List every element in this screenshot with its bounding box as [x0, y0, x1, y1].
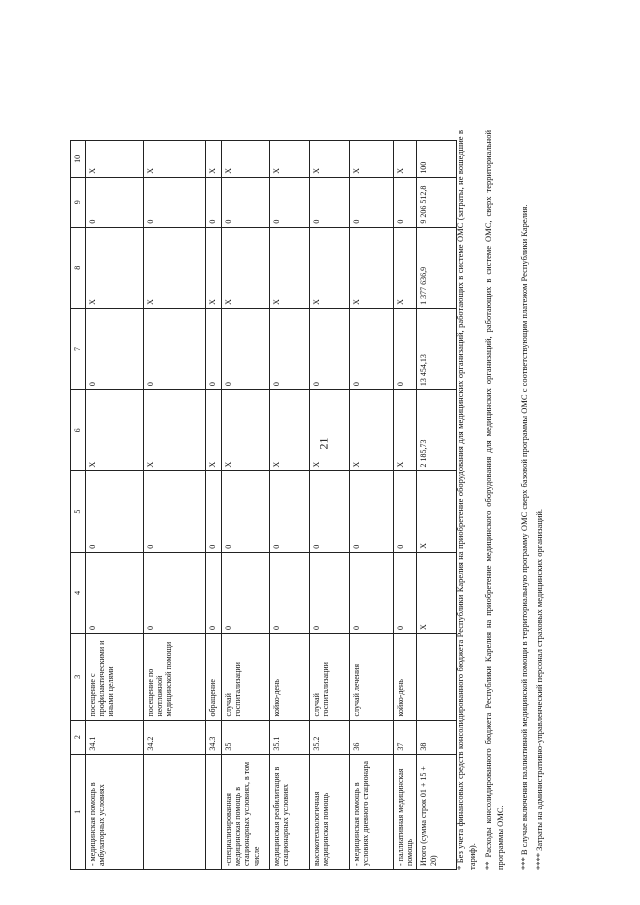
- table-cell: X: [222, 227, 270, 308]
- table-cell: 0: [206, 471, 222, 552]
- table-cell: 0: [350, 177, 394, 227]
- table-cell: 36: [350, 720, 394, 754]
- footnote-2: ** Расходы консолидированного бюджета Республики Карелия на приобретение медицинского оборудования для медицинских организаций, работающих в системе ОМС, сверх территориальной программы ОМС.: [482, 130, 505, 870]
- table-cell: 0: [222, 471, 270, 552]
- table-cell: 0: [206, 552, 222, 633]
- table-cell: 35.2: [310, 720, 350, 754]
- table-cell: 0: [270, 552, 310, 633]
- table-cell: 0: [144, 177, 206, 227]
- table-cell: 0: [144, 471, 206, 552]
- table-cell: X: [270, 390, 310, 471]
- table-cell: 0: [270, 471, 310, 552]
- table-cell: 2 185,73: [417, 390, 457, 471]
- table-row: [222, 141, 270, 870]
- column-header: 1: [71, 754, 86, 869]
- table-cell: 0: [394, 177, 417, 227]
- table-cell: 34.3: [206, 720, 222, 754]
- table-cell: [144, 754, 206, 869]
- table-cell: 0: [350, 308, 394, 389]
- table-cell: -специализированная медицинская помощь в стационарных условиях, в том числе: [222, 754, 270, 869]
- table-cell: X: [144, 390, 206, 471]
- table-cell: 0: [86, 471, 144, 552]
- table-cell: X: [394, 390, 417, 471]
- table-row: [394, 141, 417, 870]
- column-header: 3: [71, 634, 86, 721]
- table-cell: случай госпитализации: [310, 634, 350, 721]
- table-cell: X: [350, 227, 394, 308]
- table-cell: 0: [350, 471, 394, 552]
- table-cell: [206, 754, 222, 869]
- table-row: [310, 141, 350, 870]
- table-cell: - медицинская помощь в амбулаторных условиях: [86, 754, 144, 869]
- footnote-4: **** Затраты на административно-управленческий персонал страховых медицинских организаций.: [534, 508, 545, 870]
- table-cell: 0: [310, 177, 350, 227]
- table-cell: 0: [206, 308, 222, 389]
- table-cell: 35.1: [270, 720, 310, 754]
- table-cell: X: [86, 141, 144, 178]
- header-row: [71, 141, 86, 870]
- column-header: 10: [71, 141, 86, 178]
- table-cell: X: [350, 141, 394, 178]
- table-cell: X: [222, 390, 270, 471]
- table-cell: - медицинская помощь в условиях дневного стационара: [350, 754, 394, 869]
- table-cell: X: [417, 471, 457, 552]
- table-cell: Итого (сумма строк 01 + 15 + 20): [417, 754, 457, 869]
- table-cell: медицинская реабилитация в стационарных условиях: [270, 754, 310, 869]
- data-table: [70, 140, 457, 870]
- table-cell: 0: [86, 177, 144, 227]
- table-cell: X: [144, 227, 206, 308]
- table-cell: X: [270, 227, 310, 308]
- table-row: [144, 141, 206, 870]
- table-cell: 0: [310, 552, 350, 633]
- table-cell: X: [394, 227, 417, 308]
- table-cell: 0: [86, 308, 144, 389]
- table-cell: 0: [394, 552, 417, 633]
- column-header: 4: [71, 552, 86, 633]
- column-header: 7: [71, 308, 86, 389]
- table-cell: 0: [270, 177, 310, 227]
- table-row: [206, 141, 222, 870]
- table-cell: X: [222, 141, 270, 178]
- table-cell: койко-день: [394, 634, 417, 721]
- table-cell: X: [350, 390, 394, 471]
- table-cell: 0: [144, 308, 206, 389]
- table-cell: 13 454,13: [417, 308, 457, 389]
- table-cell: X: [310, 227, 350, 308]
- table-cell: 37: [394, 720, 417, 754]
- table-cell: посещение по неотложной медицинской помощи: [144, 634, 206, 721]
- table-cell: койко-день: [270, 634, 310, 721]
- table-cell: 100: [417, 141, 457, 178]
- table-cell: X: [394, 141, 417, 178]
- table-cell: 35: [222, 720, 270, 754]
- table-cell: X: [86, 390, 144, 471]
- column-header: 9: [71, 177, 86, 227]
- footnote-3: *** В случае включения паллиативной медицинской помощи в территориальную программу ОМС сверх базовой программы ОМС с соответствующим платежом Республики Карелия.: [518, 204, 529, 870]
- table-cell: 0: [206, 177, 222, 227]
- table-cell: X: [417, 552, 457, 633]
- table-cell: 34.1: [86, 720, 144, 754]
- table-cell: 38: [417, 720, 457, 754]
- table-cell: X: [206, 141, 222, 178]
- table-cell: обращение: [206, 634, 222, 721]
- table-wrapper: [70, 135, 450, 870]
- table-cell: X: [206, 227, 222, 308]
- table-cell: 0: [350, 552, 394, 633]
- table-cell: 0: [310, 471, 350, 552]
- table-row: [350, 141, 394, 870]
- table-cell: X: [270, 141, 310, 178]
- page-number: 21: [316, 437, 331, 450]
- column-header: 6: [71, 390, 86, 471]
- table-cell: X: [144, 141, 206, 178]
- column-header: 5: [71, 471, 86, 552]
- table-cell: X: [86, 227, 144, 308]
- footnotes: [455, 130, 585, 870]
- table-cell: 9 206 512,8: [417, 177, 457, 227]
- table-cell: 1 377 636,9: [417, 227, 457, 308]
- table-cell: 0: [222, 552, 270, 633]
- table-cell: высокотехнологичная медицинская помощь: [310, 754, 350, 869]
- column-header: 2: [71, 720, 86, 754]
- table-cell: X: [310, 141, 350, 178]
- table-cell: 0: [394, 471, 417, 552]
- table-cell: 0: [310, 308, 350, 389]
- table-row: [417, 141, 457, 870]
- table-cell: - паллиативная медицинская помощь: [394, 754, 417, 869]
- table-cell: 34.2: [144, 720, 206, 754]
- table-cell: случай госпитализации: [222, 634, 270, 721]
- column-header: 8: [71, 227, 86, 308]
- table-cell: 0: [222, 308, 270, 389]
- table-cell: 0: [270, 308, 310, 389]
- table-cell: X: [310, 390, 350, 471]
- table-body: [86, 141, 457, 870]
- table-cell: 0: [86, 552, 144, 633]
- table-cell: X: [206, 390, 222, 471]
- table-cell: 0: [394, 308, 417, 389]
- table-cell: 0: [222, 177, 270, 227]
- table-row: [86, 141, 144, 870]
- table-cell: 0: [144, 552, 206, 633]
- table-cell: случай лечения: [350, 634, 394, 721]
- table-cell: посещение с профилактическими и иными целями: [86, 634, 144, 721]
- footnote-1: * Без учета финансовых средств консолидированного бюджета Республики Карелия на приобретение оборудования для медицинских организаций, работающих в системе ОМС (затраты, не вошедшие в тариф).: [455, 130, 477, 870]
- table-row: [270, 141, 310, 870]
- table-cell: [417, 634, 457, 721]
